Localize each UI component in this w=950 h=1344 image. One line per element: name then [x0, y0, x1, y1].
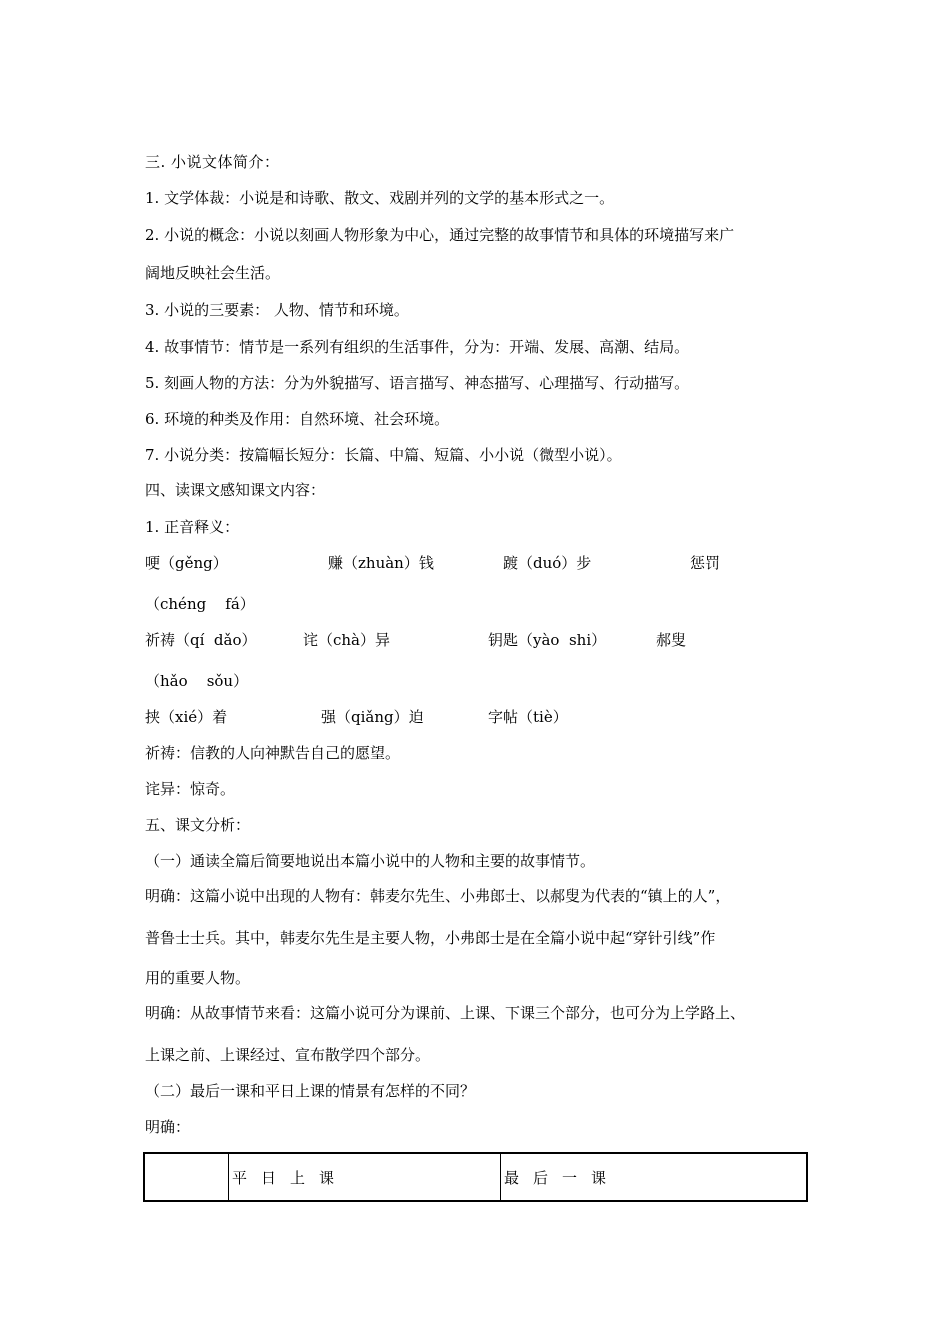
pinyin-qiang: 强（qiǎng）迫 [321, 708, 424, 726]
section-4-title: 四、读课文感知课文内容： [145, 481, 326, 499]
pinyin-cha: 诧（chà）异 [303, 631, 391, 649]
pinyin-duo: 踱（duó）步 [503, 554, 592, 572]
definition-qidao: 祈祷：信教的人向神默告自己的愿望。 [145, 744, 401, 762]
table-header-row [144, 1153, 807, 1201]
comparison-table [143, 1152, 808, 1202]
sec4-sub-1: 1. 正音释义： [145, 518, 240, 536]
answer-2-line-2: 上课之前、上课经过、宣布散学四个部分。 [145, 1046, 431, 1064]
question-1: （一）通读全篇后简要地说出本篇小说中的人物和主要的故事情节。 [145, 852, 596, 870]
pinyin-xie: 挟（xié）着 [145, 708, 228, 726]
section-3-title: 三. 小说文体简介： [145, 153, 280, 171]
pinyin-zhuan: 赚（zhuàn）钱 [328, 554, 434, 572]
table-header-empty [144, 1153, 229, 1201]
sec3-item-7: 7. 小说分类：按篇幅长短分：长篇、中篇、短篇、小小说（微型小说）。 [145, 446, 622, 464]
answer-1-line-3: 用的重要人物。 [145, 969, 251, 987]
section-5-title: 五、课文分析： [145, 816, 251, 834]
pinyin-qidao: 祈祷（qí dǎo） [145, 631, 257, 649]
pinyin-geng: 哽（gěng） [145, 554, 228, 572]
sec3-item-5: 5. 刻画人物的方法：分为外貌描写、语言描写、神态描写、心理描写、行动描写。 [145, 374, 690, 392]
sec3-item-6: 6. 环境的种类及作用：自然环境、社会环境。 [145, 410, 450, 428]
pinyin-yaoshi: 钥匙（yào shi） [488, 631, 607, 649]
sec3-item-1: 1. 文学体裁：小说是和诗歌、散文、戏剧并列的文学的基本形式之一。 [145, 189, 615, 207]
answer-3-label: 明确： [145, 1118, 191, 1136]
pinyin-chengfa: （chéng fá） [145, 595, 255, 613]
answer-1-line-1: 明确：这篇小说中出现的人物有：韩麦尔先生、小弗郎士、以郝叟为代表的“镇上的人”， [145, 887, 731, 905]
answer-2-line-1: 明确：从故事情节来看：这篇小说可分为课前、上课、下课三个部分，也可分为上学路上、 [145, 1004, 746, 1022]
sec3-item-2-cont: 阔地反映社会生活。 [145, 264, 281, 282]
pinyin-haosou-word: 郝叟 [656, 631, 687, 649]
pinyin-chengfa-word: 惩罚 [690, 554, 721, 572]
sec3-item-4: 4. 故事情节：情节是一系列有组织的生活事件，分为：开端、发展、高潮、结局。 [145, 338, 690, 356]
pinyin-tie: 字帖（tiè） [488, 708, 568, 726]
question-2: （二）最后一课和平日上课的情景有怎样的不同？ [145, 1082, 476, 1100]
answer-1-line-2: 普鲁士士兵。其中，韩麦尔先生是主要人物，小弗郎士是在全篇小说中起“穿针引线”作 [145, 929, 716, 947]
table-header-ordinary-class: 平日上课 [229, 1153, 501, 1201]
definition-chayi: 诧异：惊奇。 [145, 780, 236, 798]
pinyin-haosou: （hǎo sǒu） [145, 672, 249, 690]
sec3-item-2: 2. 小说的概念：小说以刻画人物形象为中心，通过完整的故事情节和具体的环境描写来广 [145, 226, 735, 244]
table-header-last-class: 最后一课 [501, 1153, 808, 1201]
sec3-item-3: 3. 小说的三要素： 人物、情节和环境。 [145, 301, 409, 319]
